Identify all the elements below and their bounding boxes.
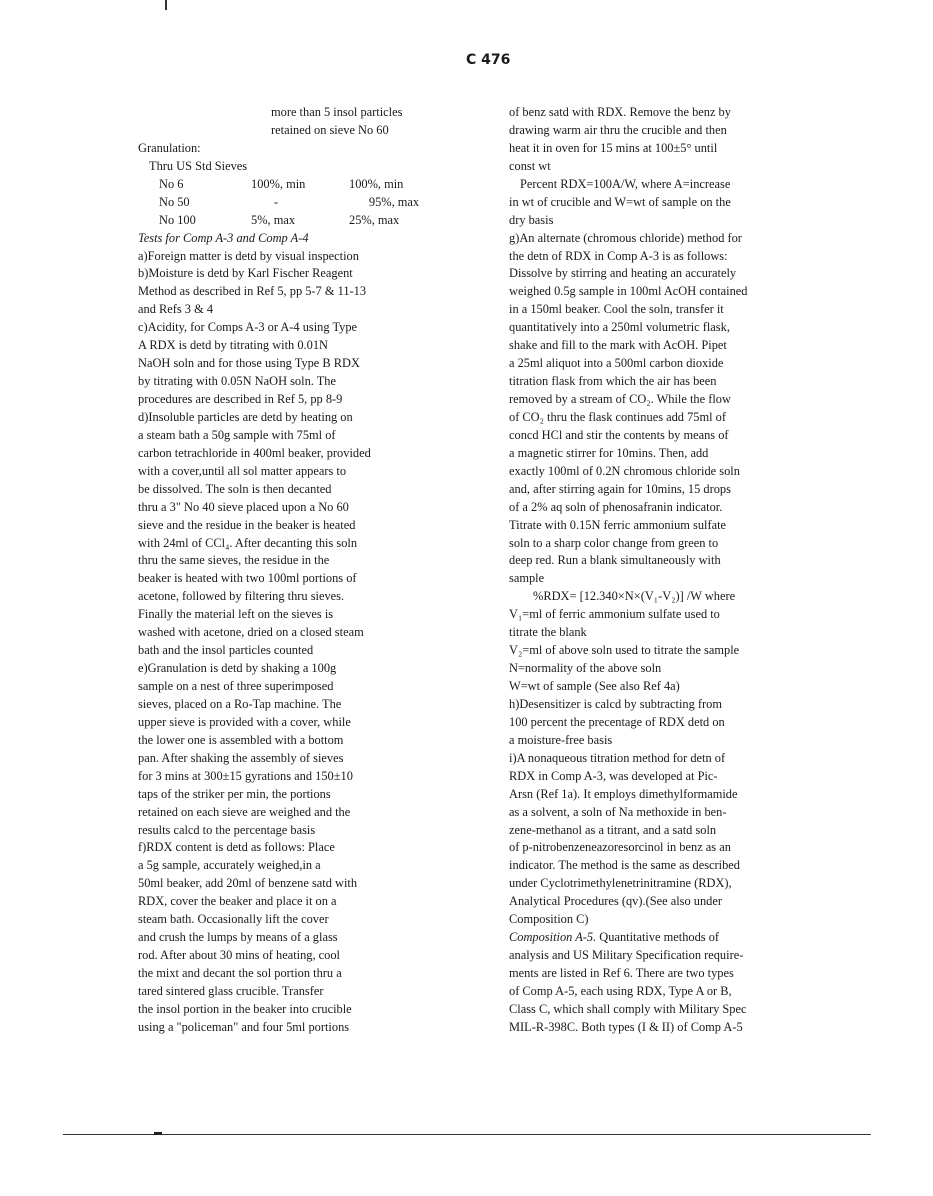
text-line: sieve and the residue in the beaker is heated (138, 517, 356, 532)
text-line: exactly 100ml of 0.2N chromous chloride soln (509, 463, 740, 478)
text-line: indicator. The method is the same as described (509, 858, 740, 873)
text-line: concd HCl and stir the contents by means of (509, 427, 729, 442)
left-body-text (138, 248, 456, 1037)
text-line: b)Moisture is detd by Karl Fischer Reagent (138, 266, 353, 281)
table-row (138, 176, 456, 194)
text-line: a 5g sample, accurately weighed,in a (138, 858, 321, 873)
text-line: W=wt of sample (See also Ref 4a) (509, 679, 680, 693)
text-line: drawing warm air thru the crucible and then (509, 122, 727, 137)
text-line: V₁=ml of ferric ammonium sulfate used to (509, 607, 720, 622)
text-line: the detn of RDX in Comp A-3 is as follows: (509, 248, 728, 263)
text-line: A RDX is detd by titrating with 0.01N (138, 338, 328, 353)
text-line: a 25ml aliquot into a 500ml carbon dioxide (509, 356, 724, 371)
text-line: a)Foreign matter is detd by visual inspection (138, 248, 359, 263)
text-line: for 3 mins at 300±15 gyrations and 150±10 (138, 768, 353, 783)
margin-tick-mark (165, 0, 167, 10)
text-line: be dissolved. The soln is then decanted (138, 481, 332, 496)
text-line: procedures are described in Ref 5, pp 8-9 (138, 392, 343, 406)
text-line: and Refs 3 & 4 (138, 302, 214, 317)
text-line: tared sintered glass crucible. Transfer (138, 983, 324, 998)
table-row (138, 212, 456, 230)
text-line: a moisture-free basis (509, 732, 613, 747)
text-line: deep red. Run a blank simultaneously with (509, 553, 721, 568)
text-line: shake and fill to the mark with AcOH. Pipet (509, 338, 727, 353)
text-line: sample (509, 571, 545, 586)
text-line: RDX in Comp A-3, was developed at Pic- (509, 768, 718, 783)
text-line: MIL-R-398C. Both types (I & II) of Comp A-5 (509, 1019, 743, 1034)
text-line: d)Insoluble particles are detd by heating on (138, 409, 353, 424)
text-line: 100 percent the precentage of RDX detd on (509, 714, 725, 729)
percent-rdx-line: Percent RDX=100A/W, where A=increase (520, 176, 731, 191)
text-line: sample on a nest of three superimposed (138, 679, 334, 693)
text-line: NaOH soln and for those using Type B RDX (138, 356, 360, 371)
text-line: Method as described in Ref 5, pp 5-7 & 11-13 (138, 284, 367, 299)
page-number: C 476 (466, 52, 511, 68)
text-line: 50ml beaker, add 20ml of benzene satd with (138, 876, 358, 891)
text-line: V₂=ml of above soln used to titrate the sample (509, 643, 740, 658)
composition-a5-label: Composition A-5. (509, 930, 597, 945)
text-line: more than 5 insol particles (271, 105, 403, 119)
text-line: sieves, placed on a Ro-Tap machine. The (138, 696, 342, 711)
text-line: of Comp A-5, each using RDX, Type A or B, (509, 983, 732, 998)
text-line: titrate the blank (509, 625, 587, 640)
text-line: washed with acetone, dried on a closed steam (138, 625, 364, 640)
table-cell: 25%, max (349, 212, 400, 227)
text-line (509, 929, 839, 947)
text-line: titration flask from which the air has been (509, 374, 717, 389)
text-line: const wt (509, 158, 551, 173)
text-line: acetone, followed by filtering thru sieves. (138, 589, 345, 604)
text-line: soln to a sharp color change from green to (509, 535, 719, 550)
right-body-text (509, 194, 839, 589)
text-line: of a 2% aq soln of phenosafranin indicator. (509, 499, 723, 514)
text-line: the mixt and decant the sol portion thru a (138, 966, 342, 980)
text-line: i)A nonaqueous titration method for detn of (509, 750, 726, 765)
text-line: removed by a stream of CO₂. While the flow (509, 392, 731, 406)
text-line: of benz satd with RDX. Remove the benz by (509, 105, 731, 119)
text-line: Titrate with 0.15N ferric ammonium sulfate (509, 517, 727, 532)
text-line: weighed 0.5g sample in 100ml AcOH contained (509, 284, 748, 299)
text-line: of p-nitrobenzeneazoresorcinol in benz as an (509, 840, 731, 855)
right-column (509, 104, 839, 1037)
text-line: taps of the striker per min, the portions (138, 786, 331, 801)
sieves-heading: Thru US Std Sieves (149, 158, 248, 173)
text-line: f)RDX content is detd as follows: Place (138, 840, 335, 855)
text-line: N=normality of the above soln (509, 661, 662, 676)
text-line: g)An alternate (chromous chloride) method for (509, 230, 742, 245)
footer-rule (63, 1134, 871, 1135)
text-line: beaker is heated with two 100ml portions of (138, 571, 357, 586)
text-line: by titrating with 0.05N NaOH soln. The (138, 374, 337, 389)
text-line: heat it in oven for 15 mins at 100±5° until (509, 140, 718, 155)
text-span: Quantitative methods of (596, 930, 720, 945)
text-line: rod. After about 30 mins of heating, cool (138, 948, 340, 963)
text-line: Class C, which shall comply with Military Spec (509, 1001, 747, 1016)
right-body-text (509, 606, 839, 929)
table-cell: No 6 (159, 176, 184, 191)
text-line: h)Desensitizer is calcd by subtracting from (509, 696, 722, 711)
table-cell: No 50 (159, 194, 190, 209)
text-line: Analytical Procedures (qv).(See also under (509, 894, 722, 909)
text-line: dry basis (509, 212, 554, 227)
left-column (138, 104, 456, 1037)
text-line: using a "policeman" and four 5ml portions (138, 1019, 350, 1034)
table-cell: 5%, max (251, 212, 296, 227)
text-line: the lower one is assembled with a bottom (138, 732, 344, 747)
table-cell: No 100 (159, 212, 196, 227)
text-line: and, after stirring again for 10mins, 15 drops (509, 481, 731, 496)
text-line: retained on each sieve are weighed and the (138, 804, 351, 819)
table-cell: 100%, min (251, 176, 306, 191)
text-line: zene-methanol as a titrant, and a satd soln (509, 822, 717, 837)
right-body-text (509, 947, 839, 1037)
text-line: with a cover,until all sol matter appears to (138, 463, 347, 478)
text-line: ments are listed in Ref 6. There are two types (509, 966, 734, 980)
text-line: bath and the insol particles counted (138, 643, 314, 658)
text-line: Arsn (Ref 1a). It employs dimethylformamide (509, 786, 738, 801)
text-line: with 24ml of CCl₄. After decanting this soln (138, 535, 358, 550)
text-line: steam bath. Occasionally lift the cover (138, 912, 329, 927)
text-line: in wt of crucible and W=wt of sample on the (509, 194, 731, 209)
text-line: a steam bath a 50g sample with 75ml of (138, 427, 336, 442)
table-cell: 95%, max (368, 194, 420, 209)
text-line: the insol portion in the beaker into crucible (138, 1001, 352, 1016)
table-cell: - (274, 194, 279, 209)
right-body-text (509, 104, 839, 176)
text-line: thru a 3" No 40 sieve placed upon a No 60 (138, 499, 349, 514)
text-line: analysis and US Military Specification require- (509, 948, 744, 963)
text-line: c)Acidity, for Comps A-3 or A-4 using Type (138, 320, 358, 335)
text-line: Composition C) (509, 912, 589, 927)
text-line: in a 150ml beaker. Cool the soln, transfer it (509, 302, 724, 317)
text-line: Finally the material left on the sieves is (138, 607, 334, 622)
text-line: pan. After shaking the assembly of sieves (138, 750, 344, 765)
granulation-heading: Granulation: (138, 140, 201, 155)
table-cell: 100%, min (349, 176, 404, 191)
text-line: RDX, cover the beaker and place it on a (138, 894, 337, 909)
text-line: quantitatively into a 250ml volumetric flask, (509, 320, 730, 335)
tests-heading: Tests for Comp A-3 and Comp A-4 (138, 230, 309, 245)
text-line: carbon tetrachloride in 400ml beaker, provided (138, 445, 371, 460)
footer-rule-mark (154, 1132, 162, 1135)
text-line: of CO₂ thru the flask continues add 75ml of (509, 409, 726, 424)
text-line: upper sieve is provided with a cover, while (138, 714, 351, 729)
text-line: a magnetic stirrer for 10mins. Then, add (509, 445, 709, 460)
table-row (138, 194, 456, 212)
text-line: under Cyclotrimethylenetrinitramine (RDX), (509, 876, 732, 891)
text-line: Dissolve by stirring and heating an accurately (509, 266, 737, 281)
text-line: results calcd to the percentage basis (138, 822, 316, 837)
text-line: retained on sieve No 60 (271, 122, 389, 137)
rdx-formula: %RDX= [12.340×N×(V₁-V₂)] /W where (533, 589, 736, 604)
text-line: as a solvent, a soln of Na methoxide in ben- (509, 804, 727, 819)
text-line: e)Granulation is detd by shaking a 100g (138, 661, 337, 676)
text-line: and crush the lumps by means of a glass (138, 930, 338, 945)
text-line: thru the same sieves, the residue in the (138, 553, 330, 568)
